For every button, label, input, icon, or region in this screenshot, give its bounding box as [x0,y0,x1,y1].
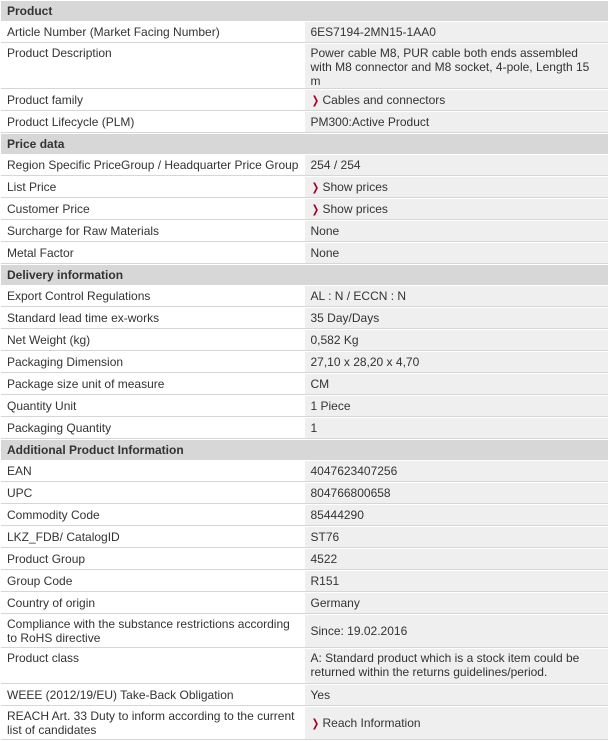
spec-row [1,649,608,684]
spec-value: Since: 19.02.2016 [305,615,609,648]
spec-label: WEEE (2012/19/EU) Take-Back Obligation [1,685,305,706]
spec-value: 85444290 [305,505,609,526]
spec-label: Standard lead time ex-works [1,308,305,329]
spec-link-text[interactable]: Show prices [322,179,388,194]
spec-value: Power cable M8, PUR cable both ends assembled with M8 connector and M8 socket, 4-pole, Length 15 m [305,44,609,89]
spec-label: UPC [1,483,305,504]
spec-row [1,243,608,264]
spec-label: Product family [1,90,305,111]
product-specs-table [1,0,608,741]
spec-row [1,22,608,43]
spec-row [1,374,608,395]
chevron-right-icon: ❯ [311,717,319,730]
spec-row [1,418,608,439]
spec-label: List Price [1,177,305,198]
spec-label: Package size unit of measure [1,374,305,395]
section-title: Price data [1,134,608,154]
spec-link[interactable] [311,180,388,194]
spec-link[interactable] [311,716,421,730]
spec-row [1,549,608,570]
spec-value: 4047623407256 [305,461,609,482]
section-header [1,134,608,154]
spec-value: 254 / 254 [305,155,609,176]
spec-row [1,90,608,111]
spec-label: Product Description [1,44,305,89]
spec-row [1,155,608,176]
spec-row [1,461,608,482]
spec-value: None [305,243,609,264]
spec-label: Country of origin [1,593,305,614]
spec-row [1,593,608,614]
section-header [1,265,608,285]
spec-label: Product class [1,649,305,684]
section-header [1,1,608,21]
spec-label: Net Weight (kg) [1,330,305,351]
spec-label: Surcharge for Raw Materials [1,221,305,242]
spec-link-text[interactable]: Reach Information [322,715,421,730]
spec-row [1,286,608,307]
spec-row [1,330,608,351]
spec-row [1,571,608,592]
spec-label: Quantity Unit [1,396,305,417]
spec-value: CM [305,374,609,395]
chevron-right-icon: ❯ [311,94,319,107]
section-title: Additional Product Information [1,440,608,460]
spec-value [305,199,609,220]
spec-row [1,685,608,706]
spec-link[interactable] [311,202,388,216]
spec-label: Region Specific PriceGroup / Headquarter Price Group [1,155,305,176]
spec-value: R151 [305,571,609,592]
spec-link-text[interactable]: Show prices [322,201,388,216]
spec-value: Germany [305,593,609,614]
spec-row [1,221,608,242]
spec-label: Commodity Code [1,505,305,526]
spec-row [1,505,608,526]
spec-value [305,177,609,198]
spec-label: Compliance with the substance restrictions according to RoHS directive [1,615,305,648]
product-data-panel [1,0,608,741]
spec-row [1,615,608,648]
chevron-right-icon: ❯ [311,181,319,194]
spec-label: Packaging Dimension [1,352,305,373]
spec-link-text[interactable]: Cables and connectors [322,92,446,107]
spec-value [305,90,609,111]
spec-label: Article Number (Market Facing Number) [1,22,305,43]
spec-row [1,44,608,89]
spec-row [1,199,608,220]
spec-label: EAN [1,461,305,482]
spec-value: 1 Piece [305,396,609,417]
spec-link[interactable] [311,93,446,107]
spec-value: 804766800658 [305,483,609,504]
spec-label: Packaging Quantity [1,418,305,439]
spec-value: AL : N / ECCN : N [305,286,609,307]
spec-value: A: Standard product which is a stock item could be returned within the returns guidelines/period. [305,649,609,684]
spec-value [305,707,609,740]
spec-value: 27,10 x 28,20 x 4,70 [305,352,609,373]
spec-value: 6ES7194-2MN15-1AA0 [305,22,609,43]
spec-label: Export Control Regulations [1,286,305,307]
spec-value: ST76 [305,527,609,548]
spec-row [1,396,608,417]
spec-row [1,483,608,504]
spec-row [1,177,608,198]
spec-label: Customer Price [1,199,305,220]
spec-row [1,112,608,133]
spec-value: 35 Day/Days [305,308,609,329]
product-specs-body [1,1,608,740]
chevron-right-icon: ❯ [311,203,319,216]
spec-label: Product Lifecycle (PLM) [1,112,305,133]
spec-label: REACH Art. 33 Duty to inform according to the current list of candidates [1,707,305,740]
spec-label: Product Group [1,549,305,570]
section-header [1,440,608,460]
spec-row [1,527,608,548]
spec-label: Group Code [1,571,305,592]
section-title: Product [1,1,608,21]
spec-label: Metal Factor [1,243,305,264]
spec-value: 0,582 Kg [305,330,609,351]
spec-label: LKZ_FDB/ CatalogID [1,527,305,548]
spec-row [1,308,608,329]
spec-value: 4522 [305,549,609,570]
spec-value: 1 [305,418,609,439]
spec-row [1,352,608,373]
section-title: Delivery information [1,265,608,285]
spec-value: None [305,221,609,242]
spec-value: Yes [305,685,609,706]
spec-value: PM300:Active Product [305,112,609,133]
spec-row [1,707,608,740]
